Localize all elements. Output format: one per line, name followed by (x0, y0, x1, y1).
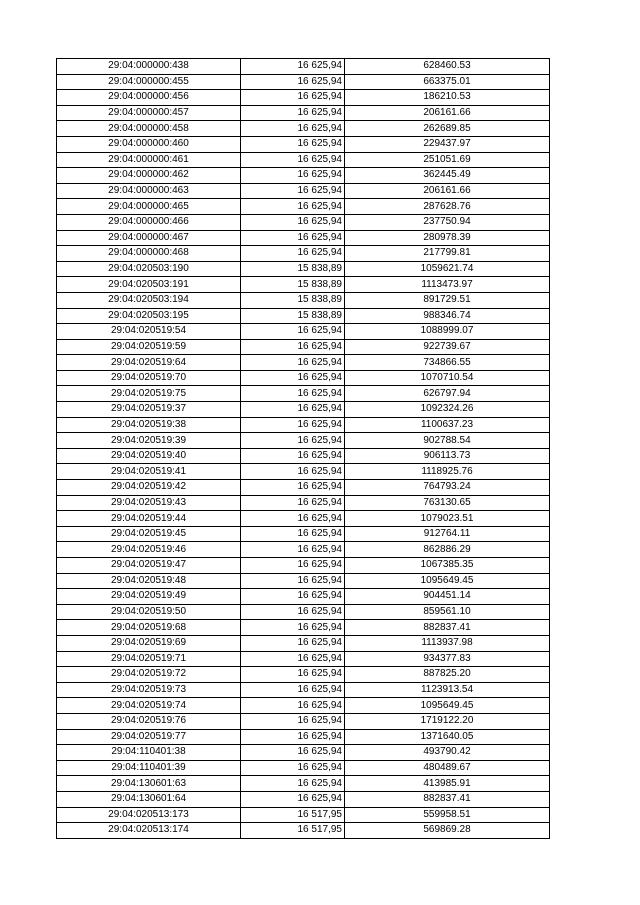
cadastral-number-cell: 29:04:020519:37 (57, 402, 241, 418)
cadastral-number-cell: 29:04:020519:69 (57, 635, 241, 651)
table-row (57, 121, 550, 137)
table-row (57, 526, 550, 542)
table-row (57, 807, 550, 823)
cadastral-number-cell: 29:04:020519:43 (57, 495, 241, 511)
rate-cell: 16 625,94 (241, 495, 345, 511)
table-row (57, 558, 550, 574)
table-row (57, 90, 550, 106)
rate-cell: 16 625,94 (241, 324, 345, 340)
table-row (57, 667, 550, 683)
value-cell: 763130.65 (345, 495, 550, 511)
rate-cell: 15 838,89 (241, 261, 345, 277)
value-cell: 559958.51 (345, 807, 550, 823)
table-row (57, 74, 550, 90)
cadastral-number-cell: 29:04:020519:68 (57, 620, 241, 636)
rate-cell: 15 838,89 (241, 277, 345, 293)
cadastral-number-cell: 29:04:020519:59 (57, 339, 241, 355)
rate-cell: 16 625,94 (241, 698, 345, 714)
table-row (57, 292, 550, 308)
table-row (57, 230, 550, 246)
cadastral-number-cell: 29:04:020519:77 (57, 729, 241, 745)
rate-cell: 16 625,94 (241, 370, 345, 386)
table-row (57, 433, 550, 449)
rate-cell: 16 625,94 (241, 246, 345, 262)
cadastral-number-cell: 29:04:020519:72 (57, 667, 241, 683)
rate-cell: 16 625,94 (241, 339, 345, 355)
cadastral-number-cell: 29:04:110401:39 (57, 760, 241, 776)
value-cell: 764793.24 (345, 480, 550, 496)
rate-cell: 16 625,94 (241, 183, 345, 199)
rate-cell: 16 625,94 (241, 776, 345, 792)
table-row (57, 776, 550, 792)
cadastral-number-cell: 29:04:000000:462 (57, 168, 241, 184)
value-cell: 206161.66 (345, 183, 550, 199)
cadastral-number-cell: 29:04:000000:457 (57, 105, 241, 121)
value-cell: 626797.94 (345, 386, 550, 402)
value-cell: 1113937.98 (345, 635, 550, 651)
table-row (57, 745, 550, 761)
value-cell: 1070710.54 (345, 370, 550, 386)
value-cell: 362445.49 (345, 168, 550, 184)
table-row (57, 604, 550, 620)
table-row (57, 386, 550, 402)
table-row (57, 214, 550, 230)
table-row (57, 152, 550, 168)
table-row (57, 495, 550, 511)
table-row (57, 542, 550, 558)
cadastral-number-cell: 29:04:020519:73 (57, 682, 241, 698)
cadastral-number-cell: 29:04:020519:74 (57, 698, 241, 714)
rate-cell: 16 625,94 (241, 105, 345, 121)
value-cell: 891729.51 (345, 292, 550, 308)
rate-cell: 16 625,94 (241, 402, 345, 418)
value-cell: 912764.11 (345, 526, 550, 542)
table-row (57, 105, 550, 121)
table-row (57, 308, 550, 324)
rate-cell: 16 625,94 (241, 121, 345, 137)
value-cell: 663375.01 (345, 74, 550, 90)
table-row (57, 620, 550, 636)
rate-cell: 16 625,94 (241, 386, 345, 402)
rate-cell: 16 625,94 (241, 667, 345, 683)
table-row (57, 246, 550, 262)
cadastral-number-cell: 29:04:130601:64 (57, 791, 241, 807)
cadastral-number-cell: 29:04:020519:50 (57, 604, 241, 620)
rate-cell: 15 838,89 (241, 292, 345, 308)
value-cell: 493790.42 (345, 745, 550, 761)
value-cell: 287628.76 (345, 199, 550, 215)
rate-cell: 16 625,94 (241, 214, 345, 230)
table-row (57, 464, 550, 480)
rate-cell: 16 625,94 (241, 713, 345, 729)
cadastral-number-cell: 29:04:020519:76 (57, 713, 241, 729)
table-row (57, 59, 550, 75)
value-cell: 1100637.23 (345, 417, 550, 433)
value-cell: 1719122.20 (345, 713, 550, 729)
cadastral-number-cell: 29:04:020519:54 (57, 324, 241, 340)
table-row (57, 511, 550, 527)
rate-cell: 16 625,94 (241, 59, 345, 75)
cadastral-number-cell: 29:04:020519:70 (57, 370, 241, 386)
table-row (57, 480, 550, 496)
value-cell: 988346.74 (345, 308, 550, 324)
cadastral-number-cell: 29:04:000000:456 (57, 90, 241, 106)
cadastral-number-cell: 29:04:000000:466 (57, 214, 241, 230)
cadastral-number-cell: 29:04:000000:460 (57, 136, 241, 152)
value-cell: 904451.14 (345, 589, 550, 605)
rate-cell: 16 625,94 (241, 635, 345, 651)
rate-cell: 16 625,94 (241, 542, 345, 558)
value-cell: 413985.91 (345, 776, 550, 792)
cadastral-number-cell: 29:04:020519:39 (57, 433, 241, 449)
table-row (57, 370, 550, 386)
value-cell: 628460.53 (345, 59, 550, 75)
cadastral-number-cell: 29:04:000000:468 (57, 246, 241, 262)
cadastral-number-cell: 29:04:020519:49 (57, 589, 241, 605)
table-row (57, 168, 550, 184)
value-cell: 902788.54 (345, 433, 550, 449)
table-row (57, 791, 550, 807)
cadastral-number-cell: 29:04:020519:40 (57, 448, 241, 464)
rate-cell: 16 625,94 (241, 230, 345, 246)
rate-cell: 16 625,94 (241, 355, 345, 371)
cadastral-number-cell: 29:04:020503:194 (57, 292, 241, 308)
table-row (57, 635, 550, 651)
rate-cell: 15 838,89 (241, 308, 345, 324)
table-row (57, 448, 550, 464)
table-row (57, 760, 550, 776)
table-row (57, 136, 550, 152)
cadastral-number-cell: 29:04:000000:455 (57, 74, 241, 90)
rate-cell: 16 625,94 (241, 74, 345, 90)
cadastral-number-cell: 29:04:130601:63 (57, 776, 241, 792)
value-cell: 1123913.54 (345, 682, 550, 698)
table-row (57, 277, 550, 293)
value-cell: 217799.81 (345, 246, 550, 262)
cadastral-number-cell: 29:04:000000:463 (57, 183, 241, 199)
value-cell: 251051.69 (345, 152, 550, 168)
cadastral-number-cell: 29:04:020519:38 (57, 417, 241, 433)
rate-cell: 16 625,94 (241, 199, 345, 215)
value-cell: 734866.55 (345, 355, 550, 371)
rate-cell: 16 625,94 (241, 760, 345, 776)
value-cell: 1371640.05 (345, 729, 550, 745)
table-row (57, 324, 550, 340)
cadastral-number-cell: 29:04:000000:458 (57, 121, 241, 137)
value-cell: 262689.85 (345, 121, 550, 137)
rate-cell: 16 625,94 (241, 152, 345, 168)
table-row (57, 573, 550, 589)
value-cell: 237750.94 (345, 214, 550, 230)
rate-cell: 16 625,94 (241, 558, 345, 574)
table-row (57, 682, 550, 698)
value-cell: 186210.53 (345, 90, 550, 106)
rate-cell: 16 625,94 (241, 620, 345, 636)
rate-cell: 16 625,94 (241, 168, 345, 184)
table-row (57, 729, 550, 745)
rate-cell: 16 625,94 (241, 604, 345, 620)
value-cell: 934377.83 (345, 651, 550, 667)
rate-cell: 16 625,94 (241, 136, 345, 152)
rate-cell: 16 625,94 (241, 589, 345, 605)
rate-cell: 16 625,94 (241, 417, 345, 433)
table-row (57, 713, 550, 729)
value-cell: 882837.41 (345, 791, 550, 807)
value-cell: 922739.67 (345, 339, 550, 355)
value-cell: 859561.10 (345, 604, 550, 620)
cadastral-number-cell: 29:04:020513:173 (57, 807, 241, 823)
table-row (57, 199, 550, 215)
value-cell: 569869.28 (345, 823, 550, 839)
rate-cell: 16 625,94 (241, 448, 345, 464)
value-cell: 1059621.74 (345, 261, 550, 277)
cadastral-number-cell: 29:04:110401:38 (57, 745, 241, 761)
rate-cell: 16 625,94 (241, 745, 345, 761)
value-cell: 1095649.45 (345, 698, 550, 714)
rate-cell: 16 625,94 (241, 464, 345, 480)
value-cell: 906113.73 (345, 448, 550, 464)
rate-cell: 16 517,95 (241, 807, 345, 823)
table-row (57, 823, 550, 839)
cadastral-number-cell: 29:04:020519:64 (57, 355, 241, 371)
value-cell: 1079023.51 (345, 511, 550, 527)
value-cell: 206161.66 (345, 105, 550, 121)
value-cell: 1113473.97 (345, 277, 550, 293)
value-cell: 1118925.76 (345, 464, 550, 480)
cadastral-number-cell: 29:04:000000:467 (57, 230, 241, 246)
cadastral-value-table (56, 58, 550, 839)
rate-cell: 16 625,94 (241, 90, 345, 106)
rate-cell: 16 625,94 (241, 526, 345, 542)
table-row (57, 183, 550, 199)
value-cell: 887825.20 (345, 667, 550, 683)
cadastral-number-cell: 29:04:020519:47 (57, 558, 241, 574)
cadastral-number-cell: 29:04:020519:41 (57, 464, 241, 480)
rate-cell: 16 625,94 (241, 791, 345, 807)
table-row (57, 355, 550, 371)
rate-cell: 16 517,95 (241, 823, 345, 839)
cadastral-number-cell: 29:04:000000:438 (57, 59, 241, 75)
rate-cell: 16 625,94 (241, 573, 345, 589)
table-row (57, 417, 550, 433)
table-row (57, 651, 550, 667)
cadastral-number-cell: 29:04:020519:71 (57, 651, 241, 667)
value-cell: 882837.41 (345, 620, 550, 636)
value-cell: 1092324.26 (345, 402, 550, 418)
rate-cell: 16 625,94 (241, 433, 345, 449)
value-cell: 1088999.07 (345, 324, 550, 340)
cadastral-number-cell: 29:04:000000:461 (57, 152, 241, 168)
cadastral-number-cell: 29:04:020503:191 (57, 277, 241, 293)
value-cell: 1095649.45 (345, 573, 550, 589)
value-cell: 280978.39 (345, 230, 550, 246)
table-row (57, 698, 550, 714)
cadastral-number-cell: 29:04:020519:48 (57, 573, 241, 589)
cadastral-number-cell: 29:04:020519:46 (57, 542, 241, 558)
cadastral-number-cell: 29:04:020519:44 (57, 511, 241, 527)
rate-cell: 16 625,94 (241, 729, 345, 745)
cadastral-number-cell: 29:04:020519:45 (57, 526, 241, 542)
cadastral-number-cell: 29:04:000000:465 (57, 199, 241, 215)
value-cell: 1067385.35 (345, 558, 550, 574)
cadastral-number-cell: 29:04:020519:42 (57, 480, 241, 496)
rate-cell: 16 625,94 (241, 651, 345, 667)
cadastral-number-cell: 29:04:020513:174 (57, 823, 241, 839)
table-body (57, 59, 550, 839)
cadastral-number-cell: 29:04:020519:75 (57, 386, 241, 402)
table-row (57, 589, 550, 605)
rate-cell: 16 625,94 (241, 480, 345, 496)
table-row (57, 261, 550, 277)
cadastral-number-cell: 29:04:020503:195 (57, 308, 241, 324)
table-row (57, 402, 550, 418)
cadastral-number-cell: 29:04:020503:190 (57, 261, 241, 277)
rate-cell: 16 625,94 (241, 511, 345, 527)
value-cell: 862886.29 (345, 542, 550, 558)
value-cell: 229437.97 (345, 136, 550, 152)
value-cell: 480489.67 (345, 760, 550, 776)
rate-cell: 16 625,94 (241, 682, 345, 698)
table-row (57, 339, 550, 355)
